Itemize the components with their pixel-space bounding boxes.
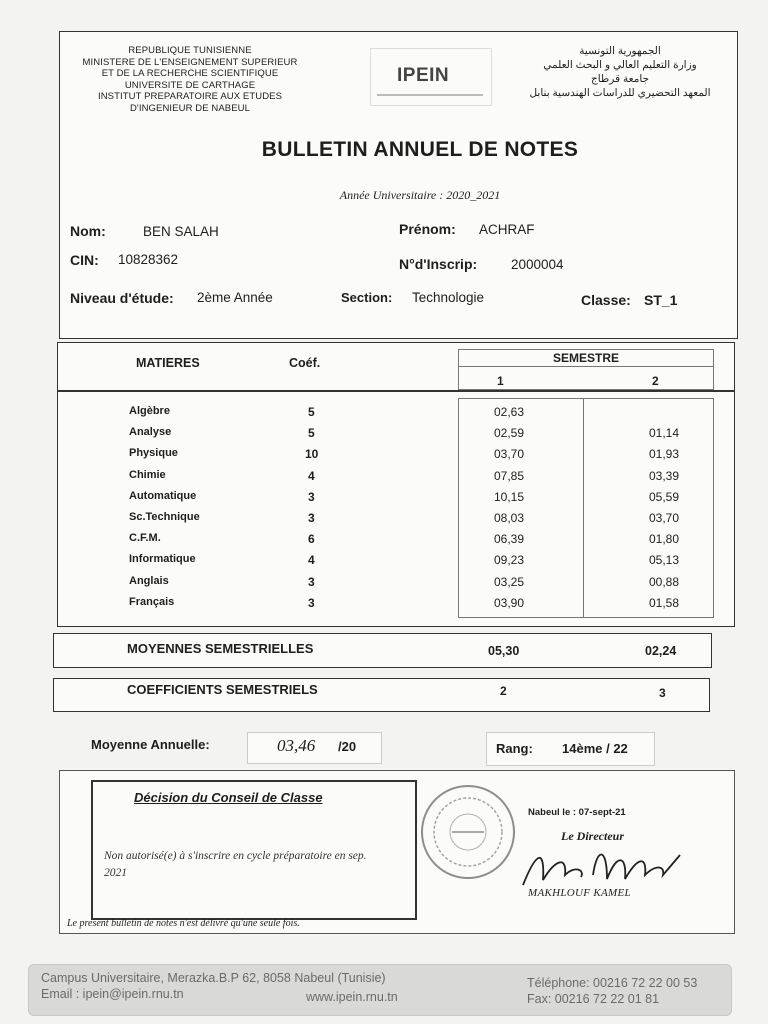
semestre-header-rule [458, 366, 714, 367]
row-coef: 5 [308, 426, 315, 441]
col-sem1: 1 [497, 374, 504, 388]
header-line: REPUBLIQUE TUNISIENNE [128, 45, 252, 56]
arabic-line: جامعة قرطاج [590, 73, 650, 85]
annual-value: 03,46 [277, 736, 316, 755]
header-line: UNIVERSITE DE CARTHAGE [124, 79, 256, 91]
classe-value: ST_1 [644, 292, 678, 308]
inscrip-value: 2000004 [511, 257, 564, 272]
row-coef: 3 [308, 595, 315, 610]
section-label: Section: [341, 290, 393, 305]
niveau-value: 2ème Année [197, 290, 273, 305]
row-sem2: 01,58 [649, 595, 680, 610]
header-line: MINISTERE DE L'ENSEIGNEMENT SUPERIEUR [82, 56, 298, 68]
row-sem2: 01,14 [649, 426, 680, 441]
col-coef: Coéf. [289, 356, 321, 370]
row-sem1: 03,90 [494, 595, 525, 610]
table-header-rule [57, 390, 735, 392]
row-matiere: Algèbre [129, 405, 170, 417]
row-sem1: 03,25 [494, 574, 525, 589]
row-coef: 3 [308, 511, 315, 525]
row-sem1: 02,59 [494, 426, 525, 441]
logo-tagline [377, 94, 483, 96]
row-sem1: 07,85 [494, 468, 525, 483]
row-coef: 6 [308, 532, 315, 547]
row-coef: 3 [308, 489, 315, 504]
row-coef: 4 [308, 553, 315, 568]
nom-value: BEN SALAH [143, 224, 219, 239]
row-sem2: 05,59 [649, 489, 680, 504]
director-role: Le Directeur [561, 829, 624, 843]
row-matiere: Physique [129, 447, 178, 460]
row-sem1: 03,70 [494, 447, 525, 462]
niveau-label: Niveau d'étude: [70, 290, 174, 306]
one-time-note: Le present bulletin de notes n'est délivré qu'une seule fois. [67, 918, 300, 929]
row-matiere: Automatique [129, 489, 197, 502]
section-value: Technologie [412, 290, 485, 305]
footer-phone: Téléphone: 00216 72 22 00 53 [527, 976, 698, 990]
inscrip-label: N°d'Inscrip: [399, 256, 478, 272]
row-matiere: Chimie [129, 468, 166, 481]
row-coef: 5 [308, 405, 315, 419]
row-matiere: Anglais [129, 574, 169, 587]
logo-text: IPEIN [397, 65, 450, 86]
coefficient-s2: 3 [659, 686, 666, 700]
col-sem2: 2 [652, 374, 659, 388]
footer-bar [28, 964, 732, 1016]
coefficient-s1: 2 [500, 684, 507, 698]
decision-title: Décision du Conseil de Classe [134, 790, 323, 805]
header-line: ET DE LA RECHERCHE SCIENTIFIQUE [101, 68, 279, 79]
row-coef: 4 [308, 468, 315, 483]
row-sem1: 09,23 [494, 553, 525, 568]
row-matiere: Informatique [129, 553, 196, 566]
moyenne-s2: 02,24 [645, 644, 677, 658]
signature-mark [515, 835, 695, 895]
row-sem2: 05,13 [649, 553, 680, 568]
page-title: BULLETIN ANNUEL DE NOTES [261, 138, 579, 161]
stamp-seal [418, 782, 518, 882]
moyenne-s1: 05,30 [488, 644, 520, 658]
footer-fax: Fax: 00216 72 22 01 81 [527, 992, 660, 1006]
nom-label: Nom: [70, 223, 106, 239]
col-semestre: SEMESTRE [552, 351, 619, 365]
place-date: Nabeul le : 07-sept-21 [528, 807, 626, 818]
row-sem1: 02,63 [494, 405, 525, 419]
footer-address: Campus Universitaire, Merazka.B.P 62, 8058 Nabeul (Tunisie) [41, 971, 386, 985]
row-sem2: 03,70 [649, 511, 680, 525]
classe-label: Classe: [581, 292, 631, 308]
official-stamp [418, 782, 518, 887]
row-coef: 10 [305, 447, 319, 462]
row-sem2: 03,39 [649, 468, 680, 483]
row-matiere: Sc.Technique [129, 511, 200, 523]
moyennes-label: MOYENNES SEMESTRIELLES [127, 641, 314, 656]
annual-label: Moyenne Annuelle: [91, 737, 210, 752]
right-arabic-header [520, 44, 720, 100]
rang-label: Rang: [496, 741, 533, 756]
row-sem2: 01,93 [649, 447, 680, 462]
row-matiere: C.F.M. [129, 532, 161, 545]
prenom-label: Prénom: [399, 221, 456, 237]
header-line: INSTITUT PREPARATOIRE AUX ETUDES [97, 91, 283, 102]
row-sem1: 10,15 [494, 489, 525, 504]
row-sem1: 08,03 [494, 511, 525, 525]
cin-value: 10828362 [118, 252, 179, 267]
semester-divider [583, 398, 584, 618]
decision-text: Non autorisé(e) à s'inscrire en cycle préparatoire en sep. 2021 [104, 850, 367, 879]
coefficients-label: COEFFICIENTS SEMESTRIELS [127, 682, 318, 697]
left-institution-header [70, 45, 310, 114]
director-name: MAKHLOUF KAMEL [528, 887, 631, 899]
row-coef: 3 [308, 574, 315, 589]
ipein-logo [370, 48, 492, 106]
rang-value: 14ème / 22 [562, 741, 628, 756]
row-matiere: Analyse [129, 426, 172, 439]
footer-email: Email : ipein@ipein.rnu.tn [41, 987, 184, 1001]
col-matieres: MATIERES [136, 356, 200, 370]
row-sem2: 01,80 [649, 532, 680, 547]
row-sem2: 00,88 [649, 574, 680, 589]
arabic-line: المعهد التحضيري للدراسات الهندسية بنابل [529, 87, 711, 99]
footer-web: www.ipein.rnu.tn [306, 990, 398, 1004]
arabic-line: وزارة التعليم العالي و البحث العلمي [543, 59, 697, 71]
row-matiere: Français [129, 595, 175, 608]
cin-label: CIN: [70, 252, 99, 268]
header-line: D'INGENIEUR DE NABEUL [129, 102, 251, 114]
annual-scale: /20 [338, 739, 357, 754]
academic-year: Année Universitaire : 2020_2021 [339, 188, 501, 202]
row-sem1: 06,39 [494, 532, 525, 547]
arabic-line: الجمهورية التونسية [579, 45, 661, 57]
prenom-value: ACHRAF [479, 222, 535, 237]
